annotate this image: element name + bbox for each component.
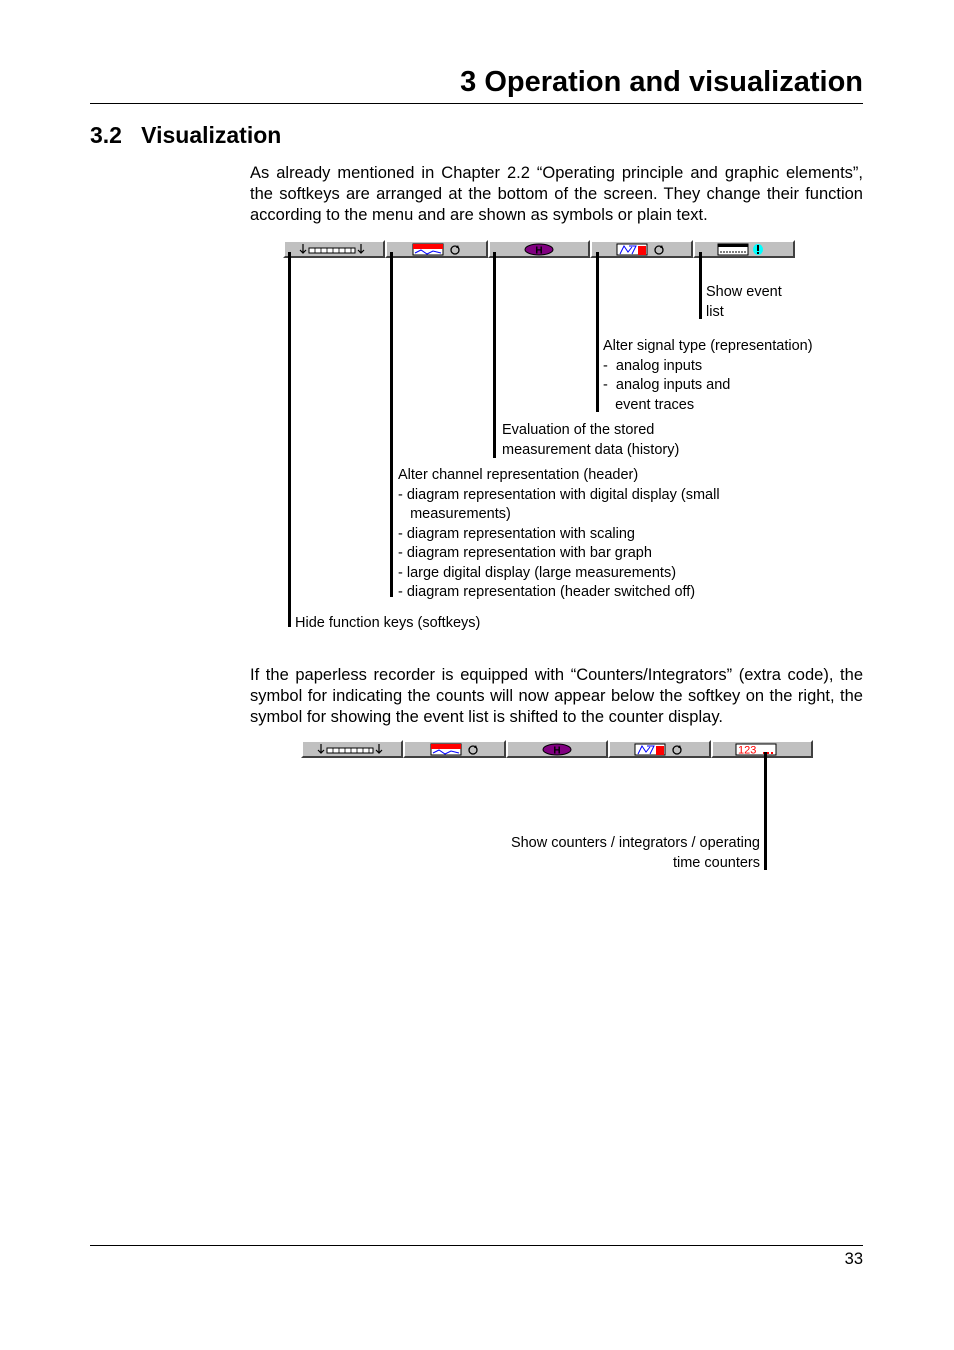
section-heading bbox=[90, 122, 281, 149]
hide-softkeys-icon bbox=[317, 743, 387, 755]
counters-label: Show counters / integrators / operating time counters bbox=[510, 835, 760, 871]
signal-type-button[interactable] bbox=[608, 740, 710, 758]
history-icon bbox=[519, 243, 559, 256]
chapter-title: 3 Operation and visualization bbox=[460, 66, 863, 98]
svg-text:H: H bbox=[535, 245, 543, 256]
counters-paragraph: If the paperless recorder is equipped with “Counters/Integrators” (extra code), the symbol for indicating the counts will now appear below the softkey on the right, the symbol for showing the event list is shifted to the counter display. bbox=[250, 666, 863, 726]
intro-paragraph: As already mentioned in Chapter 2.2 “Operating principle and graphic elements”, the softkeys are arranged at the bottom of the screen. They change their function according to the menu and are shown as symbols or plain text. bbox=[250, 164, 863, 224]
channel-representation-button[interactable] bbox=[385, 240, 487, 258]
callout-line-channel bbox=[390, 252, 393, 597]
channel-representation-icon bbox=[407, 243, 467, 256]
channel-representation-icon bbox=[425, 743, 485, 756]
hide-softkeys-button[interactable] bbox=[283, 240, 385, 258]
section-number: 3.2 bbox=[90, 122, 122, 148]
event-list-button[interactable] bbox=[693, 240, 795, 258]
softkey-bar-standard bbox=[283, 240, 795, 258]
callout-line-hide bbox=[288, 252, 291, 627]
hide-softkeys-button[interactable] bbox=[301, 740, 403, 758]
channel-representation-label: Alter channel representation (header) - diagram representation with digital display (small measurements) - diagram representation with scaling - diagram representation with bar graph - large digital display (large measurements) - diagram representation (header switched off) bbox=[398, 467, 720, 600]
signal-type-button[interactable] bbox=[590, 240, 692, 258]
signal-type-label: Alter signal type (representation) - analog inputs - analog inputs and event traces bbox=[603, 338, 813, 413]
callout-line-signal bbox=[596, 252, 599, 412]
hide-softkeys-label: Hide function keys (softkeys) bbox=[295, 615, 481, 631]
counters-button[interactable] bbox=[711, 740, 813, 758]
history-button[interactable] bbox=[506, 740, 608, 758]
callout-line-history bbox=[493, 252, 496, 458]
callout-line-counters bbox=[764, 752, 767, 870]
history-icon bbox=[537, 743, 577, 756]
header-rule bbox=[90, 103, 863, 104]
footer-rule bbox=[90, 1245, 863, 1246]
svg-text:H: H bbox=[553, 745, 561, 756]
event-list-label: Show event list bbox=[706, 284, 782, 320]
history-label: Evaluation of the stored measurement data (history) bbox=[502, 422, 680, 458]
hide-softkeys-icon bbox=[299, 243, 369, 255]
channel-representation-button[interactable] bbox=[403, 740, 505, 758]
softkey-bar-counters bbox=[301, 740, 813, 758]
callout-line-event bbox=[699, 252, 702, 319]
history-button[interactable] bbox=[488, 240, 590, 258]
signal-type-icon bbox=[611, 243, 671, 256]
signal-type-icon bbox=[629, 743, 689, 756]
counters-icon bbox=[732, 743, 792, 756]
counters-icon-text: 123 bbox=[737, 744, 757, 756]
section-title: Visualization bbox=[141, 122, 282, 148]
page-number: 33 bbox=[844, 1250, 863, 1268]
event-list-icon bbox=[714, 243, 774, 256]
